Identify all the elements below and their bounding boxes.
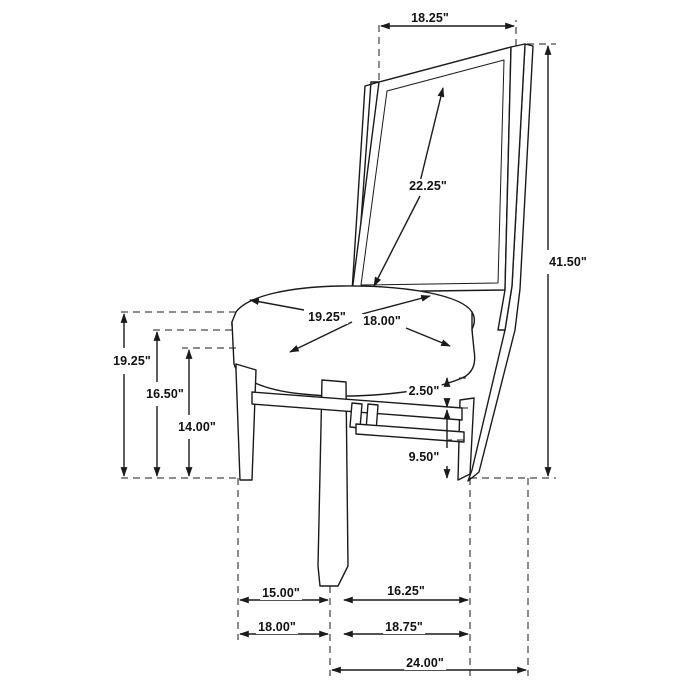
dimension-label-rear-depth-span: 16.25"	[387, 584, 425, 598]
dimension-label-rail-thickness: 2.50"	[408, 384, 440, 398]
dimension-label-back-height: 22.25"	[409, 179, 447, 193]
dimension-label-seat-height-inner: 14.00"	[178, 420, 216, 434]
dimension-label-rear-foot-span: 18.75"	[385, 620, 423, 634]
dimension-label-back-width: 18.25"	[411, 11, 449, 25]
dimension-label-overall-height: 41.50"	[549, 255, 587, 269]
dimension-label-stretcher-height: 9.50"	[408, 450, 440, 464]
dimension-label-front-leg-span: 15.00"	[262, 586, 300, 600]
dimension-label-overall-depth: 24.00"	[406, 656, 444, 670]
dimension-label-seat-height-mid: 16.50"	[146, 387, 184, 401]
front-left-leg	[236, 364, 256, 480]
dimension-label-front-foot-span: 18.00"	[258, 620, 296, 634]
chair-back-panel	[352, 47, 511, 292]
dimension-label-seat-depth: 19.25"	[308, 310, 346, 324]
dimension-label-seat-height-outer: 19.25"	[113, 354, 151, 368]
dimension-label-seat-width: 18.00"	[363, 314, 401, 328]
lower-stretcher	[356, 424, 464, 442]
